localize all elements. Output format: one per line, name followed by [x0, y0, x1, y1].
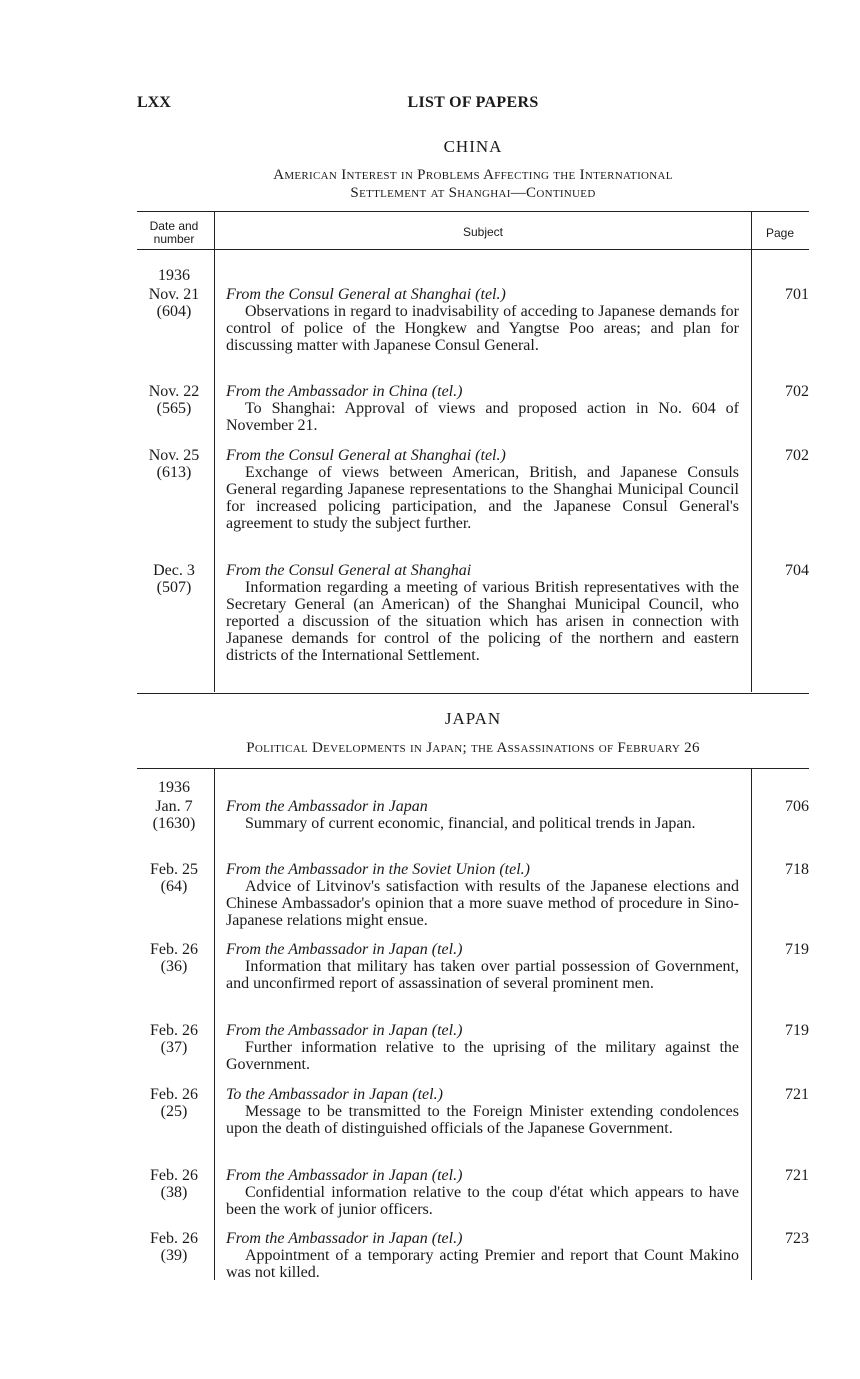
- entry-description: To Shanghai: Approval of views and proposed action in No. 604 of November 21.: [226, 400, 739, 434]
- entry-subject: [226, 562, 739, 664]
- table-header-rule: [137, 249, 809, 250]
- entry-date-number: [137, 1167, 211, 1201]
- entry-from: From the Ambassador in Japan (tel.): [226, 1230, 463, 1247]
- table-top-rule: [137, 768, 809, 769]
- section-title-china: [167, 166, 779, 202]
- entry-date: Nov. 22: [148, 383, 200, 400]
- column-header-page: Page: [765, 226, 795, 240]
- entry-subject: [226, 447, 739, 532]
- entry-number: (38): [160, 1184, 188, 1201]
- entry-from: From the Ambassador in Japan: [226, 798, 428, 815]
- entry-date: Nov. 21: [148, 286, 200, 303]
- entry-subject: [226, 383, 739, 434]
- entry-from: From the Consul General at Shanghai: [226, 562, 472, 579]
- entry-from: From the Ambassador in the Soviet Union (tel.): [226, 861, 530, 878]
- section-title-japan: [137, 739, 809, 757]
- entry-date: Feb. 26: [150, 1230, 198, 1247]
- entry-number: (565): [156, 400, 192, 417]
- entry-date-number: [137, 447, 211, 481]
- entry-subject: [226, 1167, 739, 1218]
- column-divider: [751, 768, 752, 1280]
- entry-page: 721: [785, 1167, 809, 1184]
- entry-from: From the Ambassador in China (tel.): [226, 383, 463, 400]
- entry-description: Information that military has taken over partial possession of Government, and unconfirmed report of assassination of several prominent men.: [226, 958, 739, 992]
- section-title-line: Political Developments in Japan; the Assassinations of February 26: [246, 740, 700, 756]
- entry-subject: [226, 941, 739, 992]
- entry-description: Exchange of views between American, British, and Japanese Consuls General regarding Japanese representations to the Shanghai Municipal Council for increased policing participation, and the Japanese Consul General's agreement to study the subject further.: [226, 464, 739, 532]
- entry-page: 701: [785, 286, 809, 303]
- column-header-date: Date and number: [149, 219, 199, 246]
- entry-number: (64): [160, 878, 188, 895]
- entry-page: 706: [785, 798, 809, 815]
- section-title-line: Settlement at Shanghai—Continued: [350, 185, 596, 201]
- running-title: LIST OF PAPERS: [407, 94, 539, 111]
- entry-date-number: [137, 1022, 211, 1056]
- table-bottom-rule: [137, 693, 809, 694]
- table-top-rule: [137, 211, 809, 212]
- entry-date-number: [137, 383, 211, 417]
- entry-date: Feb. 26: [150, 1086, 198, 1103]
- entry-from: To the Ambassador in Japan (tel.): [226, 1086, 443, 1103]
- entry-page: 702: [785, 383, 809, 400]
- entry-date-number: [137, 1230, 211, 1264]
- entry-date: Feb. 25: [150, 861, 198, 878]
- entry-description: Advice of Litvinov's satisfaction with results of the Japanese elections and Chinese Ambassador's opinion that a more suave method of procedure in Sino-Japanese relations might ensue.: [226, 878, 739, 929]
- entry-date: Jan. 7: [155, 798, 193, 815]
- entry-date-number: [137, 1086, 211, 1120]
- entry-page: 702: [785, 447, 809, 464]
- entry-from: From the Consul General at Shanghai (tel.): [226, 447, 506, 464]
- column-divider: [214, 211, 215, 692]
- entry-date: Feb. 26: [150, 941, 198, 958]
- section-title-line: American Interest in Problems Affecting the International: [273, 167, 673, 183]
- entry-date: Dec. 3: [153, 562, 195, 579]
- entry-number: (604): [156, 303, 192, 320]
- entry-page: 719: [785, 1022, 809, 1039]
- entry-date-number: [137, 562, 211, 596]
- section-country-japan: JAPAN: [444, 709, 502, 728]
- entry-number: (39): [160, 1247, 188, 1264]
- column-header-subject: Subject: [462, 225, 504, 239]
- entry-description: Confidential information relative to the coup d'état which appears to have been the work of junior officers.: [226, 1184, 739, 1218]
- entry-description: Observations in regard to inadvisability of acceding to Japanese demands for control of police of the Hongkew and Yangtse Poo areas; and plan for discussing matter with Japanese Consul General.: [226, 303, 739, 354]
- entry-subject: [226, 861, 739, 929]
- entry-subject: [226, 1086, 739, 1137]
- entry-description: Information regarding a meeting of various British representatives with the Secretary General (an American) of the Shanghai Municipal Council, who reported a discussion of the situation which has arisen in connection with Japanese demands for control of the policing of the northern and eastern districts of the International Settlement.: [226, 579, 739, 664]
- entry-subject: [226, 1230, 739, 1281]
- column-divider: [751, 211, 752, 692]
- entry-number: (25): [160, 1103, 188, 1120]
- entry-date: Feb. 26: [150, 1167, 198, 1184]
- entry-subject: [226, 286, 739, 354]
- entry-description: Appointment of a temporary acting Premier and report that Count Makino was not killed.: [226, 1247, 739, 1281]
- entry-date-number: [137, 286, 211, 320]
- entry-page: 719: [785, 941, 809, 958]
- entry-number: (613): [156, 464, 192, 481]
- entry-description: Summary of current economic, financial, and political trends in Japan.: [245, 815, 696, 832]
- entry-page: 718: [785, 861, 809, 878]
- entry-number: (507): [156, 579, 192, 596]
- entry-from: From the Ambassador in Japan (tel.): [226, 1167, 463, 1184]
- entry-subject: [226, 1022, 739, 1073]
- column-divider: [214, 768, 215, 1280]
- entry-number: (36): [160, 958, 188, 975]
- entry-from: From the Ambassador in Japan (tel.): [226, 1022, 463, 1039]
- entry-date: Nov. 25: [148, 447, 200, 464]
- page-folio: LXX: [137, 94, 171, 111]
- entry-from: From the Consul General at Shanghai (tel.): [226, 286, 506, 303]
- entry-subject: [226, 798, 739, 832]
- entry-number: (37): [160, 1039, 188, 1056]
- entry-page: 721: [785, 1086, 809, 1103]
- section-country-china: CHINA: [443, 137, 503, 156]
- entry-page: 723: [785, 1230, 809, 1247]
- entry-number: (1630): [152, 815, 196, 832]
- page-header: [137, 94, 809, 116]
- entry-page: 704: [785, 562, 809, 579]
- entry-date-number: [137, 861, 211, 895]
- entry-description: Further information relative to the uprising of the military against the Government.: [226, 1039, 739, 1073]
- entry-date: Feb. 26: [150, 1022, 198, 1039]
- year-label: 1936: [158, 267, 190, 284]
- year-label: 1936: [158, 779, 190, 796]
- entry-description: Message to be transmitted to the Foreign Minister extending condolences upon the death of distinguished officials of the Japanese Government.: [226, 1103, 739, 1137]
- entry-from: From the Ambassador in Japan (tel.): [226, 941, 463, 958]
- entry-date-number: [137, 941, 211, 975]
- entry-date-number: [137, 798, 211, 832]
